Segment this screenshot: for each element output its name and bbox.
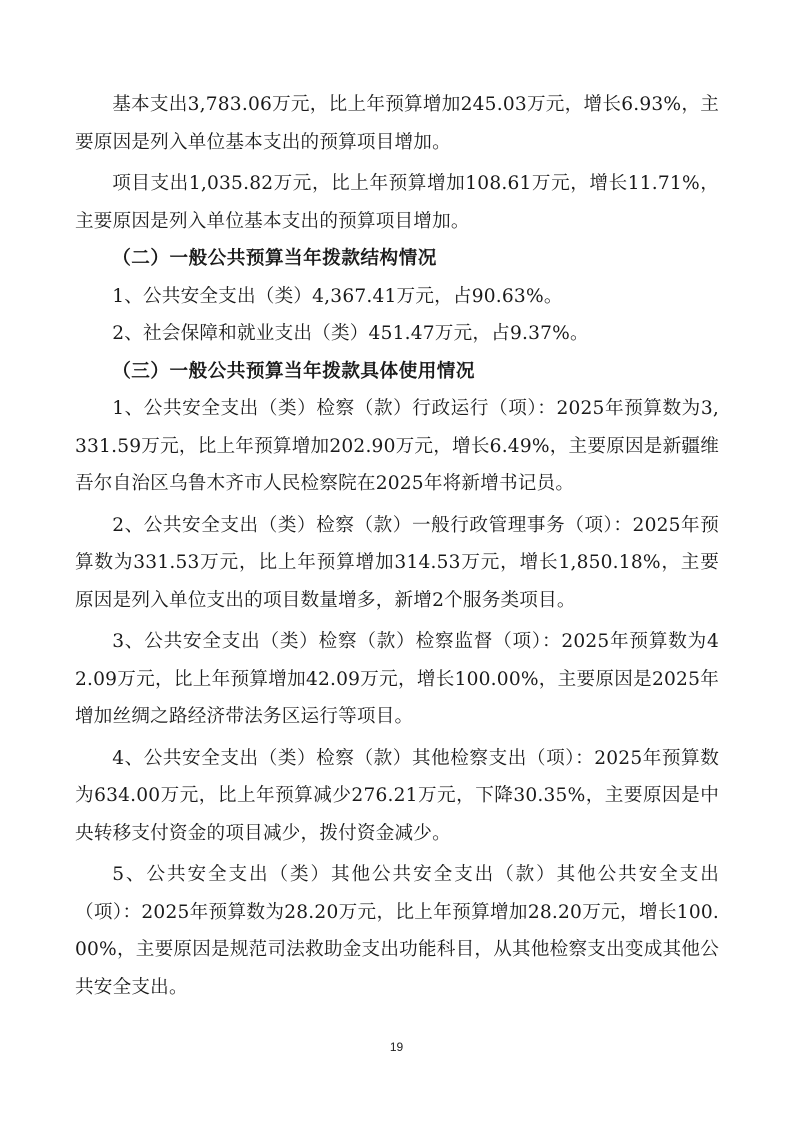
paragraph-basic-expenditure: 基本支出3,783.06万元，比上年预算增加245.03万元，增长6.93%，主要原因是列入单位基本支出的预算项目增加。 — [75, 94, 719, 153]
paragraph-usage-item-5: 5、公共安全支出（类）其他公共安全支出（款）其他公共安全支出（项）：2025年预算数为28.20万元，比上年预算增加28.20万元，增长100.00%，主要原因是规范司法救助金支出功能科目，从其他检察支出变成其他公共安全支出。 — [75, 864, 719, 998]
paragraph-usage-item-1: 1、公共安全支出（类）检察（款）行政运行（项）：2025年预算数为3,331.59万元，比上年预算增加202.90万元，增长6.49%，主要原因是新疆维吾尔自治区乌鲁木齐市人民检察院在2025年将新增书记员。 — [75, 398, 719, 494]
section-heading-usage: （三）一般公共预算当年拨款具体使用情况 — [112, 360, 475, 382]
paragraph-social-security-share: 2、社会保障和就业支出（类）451.47万元，占9.37%。 — [112, 323, 589, 344]
paragraph-public-security-share: 1、公共安全支出（类）4,367.41万元，占90.63%。 — [112, 285, 563, 307]
page-number: 19 — [389, 1040, 404, 1054]
section-heading-structure: （二）一般公共预算当年拨款结构情况 — [112, 248, 437, 269]
paragraph-usage-item-4: 4、公共安全支出（类）检察（款）其他检察支出（项）：2025年预算数为634.00万元，比上年预算减少276.21万元，下降30.35%，主要原因是中央转移支付资金的项目减少，拨付资金减少。 — [75, 747, 719, 844]
paragraph-project-expenditure: 项目支出1,035.82万元，比上年预算增加108.61万元，增长11.71%，主要原因是列入单位基本支出的预算项目增加。 — [75, 173, 719, 232]
paragraph-usage-item-3: 3、公共安全支出（类）检察（款）检察监督（项）：2025年预算数为42.09万元，比上年预算增加42.09万元，增长100.00%，主要原因是2025年增加丝绸之路经济带法务区运行等项目。 — [75, 631, 719, 727]
page-body — [75, 86, 719, 1006]
paragraph-usage-item-2: 2、公共安全支出（类）检察（款）一般行政管理事务（项）：2025年预算数为331.53万元，比上年预算增加314.53万元，增长1,850.18%，主要原因是列入单位支出的项目数量增多，新增2个服务类项目。 — [75, 514, 719, 611]
